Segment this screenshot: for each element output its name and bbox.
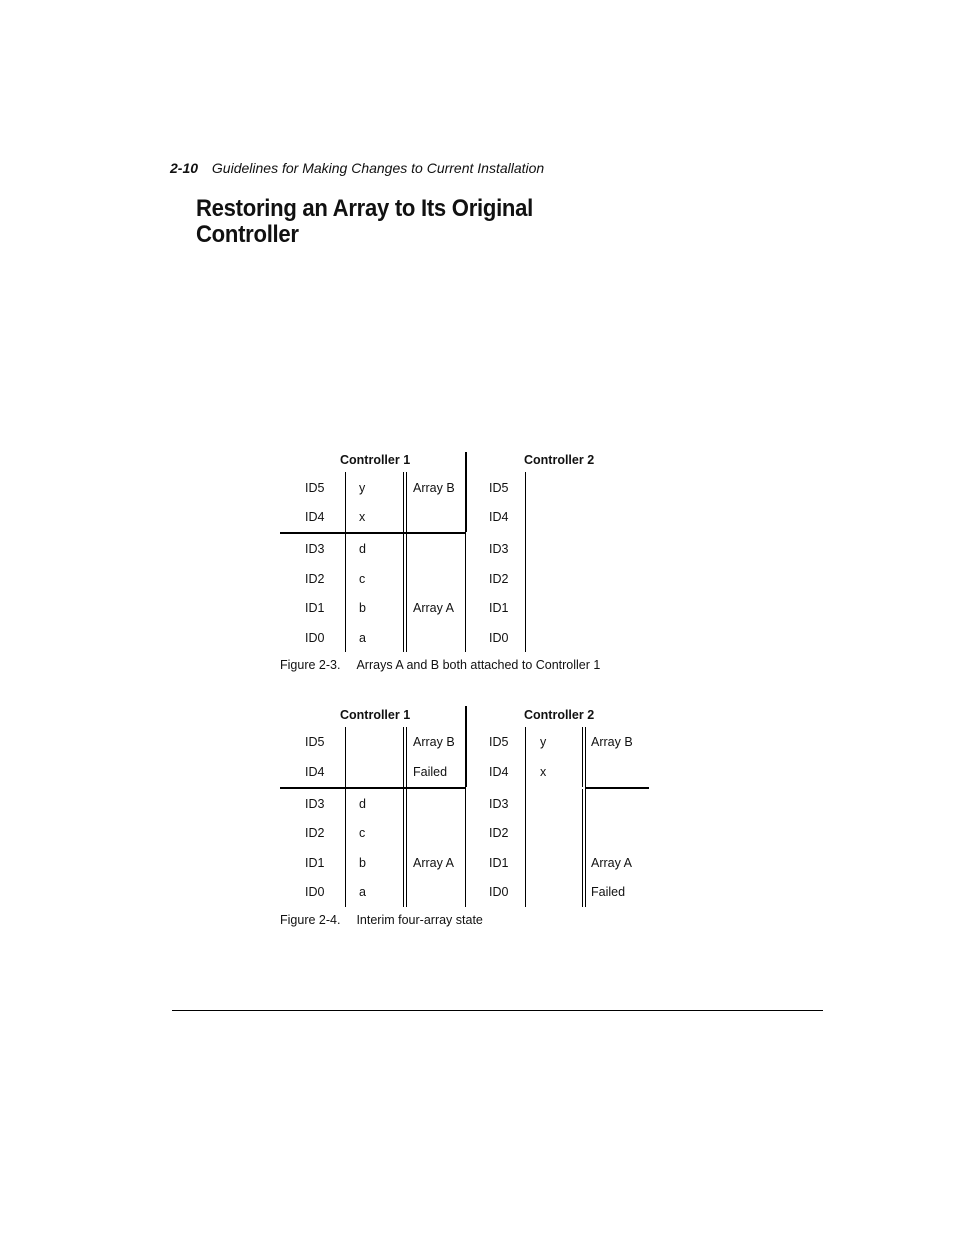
controller1-label: Controller 1 [340, 453, 411, 467]
column-divider [525, 727, 526, 907]
array-label: Array B [413, 735, 455, 749]
id-label: ID4 [489, 765, 509, 779]
id-label: ID1 [489, 856, 509, 870]
id-label: ID5 [489, 735, 509, 749]
id-label: ID4 [489, 510, 509, 524]
id-label: ID0 [489, 631, 509, 645]
section-title [196, 196, 533, 248]
controller-divider [465, 452, 467, 532]
column-divider [406, 727, 407, 787]
array-label: Array B [591, 735, 633, 749]
id-label: ID1 [489, 601, 509, 615]
array-label: Array A [413, 856, 454, 870]
column-divider [403, 789, 404, 907]
column-divider [403, 727, 404, 787]
controller-divider [465, 534, 466, 652]
id-label: ID5 [489, 481, 509, 495]
column-divider [406, 534, 407, 652]
drive-label: c [359, 826, 366, 840]
id-label: ID0 [305, 631, 325, 645]
drive-label: x [359, 510, 366, 524]
controller-divider [465, 706, 467, 787]
figure-caption [280, 658, 600, 672]
running-header [170, 160, 544, 176]
array-label: Array B [413, 481, 455, 495]
drive-label: y [540, 735, 547, 749]
array-label: Array A [591, 856, 632, 870]
array-status: Failed [413, 765, 448, 779]
id-label: ID2 [489, 826, 509, 840]
controller2-label: Controller 2 [524, 453, 595, 467]
running-title: Guidelines for Making Changes to Current Installation [211, 160, 545, 176]
id-label: ID3 [305, 797, 325, 811]
id-label: ID4 [305, 510, 325, 524]
drive-label: a [359, 631, 366, 645]
drive-label: a [359, 885, 366, 899]
column-divider [525, 472, 526, 652]
id-label: ID2 [489, 572, 509, 586]
controller2-label: Controller 2 [524, 708, 595, 722]
column-divider [403, 534, 404, 652]
array-separator [280, 532, 466, 534]
id-label: ID1 [305, 856, 325, 870]
column-divider [345, 534, 346, 652]
id-label: ID1 [305, 601, 325, 615]
id-label: ID2 [305, 572, 325, 586]
column-divider [345, 472, 346, 532]
section-title-line2: Controller [196, 221, 299, 248]
array-separator [585, 787, 649, 789]
array-label: Array A [413, 601, 454, 615]
drive-label: c [359, 572, 366, 586]
id-label: ID5 [305, 735, 325, 749]
drive-label: x [540, 765, 547, 779]
array-separator [280, 787, 466, 789]
caption-number: Figure 2-3. [280, 658, 341, 672]
id-label: ID2 [305, 826, 325, 840]
footer-rule [172, 1010, 823, 1011]
column-divider [406, 472, 407, 532]
column-divider [585, 789, 586, 907]
controller-divider [465, 789, 466, 907]
drive-label: b [359, 856, 366, 870]
caption-text: Interim four-array state [356, 913, 483, 927]
caption-text: Arrays A and B both attached to Controller 1 [356, 658, 601, 672]
column-divider [585, 727, 586, 787]
id-label: ID3 [305, 542, 325, 556]
id-label: ID0 [305, 885, 325, 899]
section-title-line1: Restoring an Array to Its Original [196, 195, 534, 222]
caption-number: Figure 2-4. [280, 913, 341, 927]
page-number: 2-10 [170, 160, 199, 176]
drive-label: d [359, 542, 366, 556]
array-status: Failed [591, 885, 626, 899]
drive-label: b [359, 601, 366, 615]
drive-label: y [359, 481, 366, 495]
column-divider [345, 727, 346, 787]
figure-caption [280, 913, 483, 927]
id-label: ID4 [305, 765, 325, 779]
id-label: ID5 [305, 481, 325, 495]
id-label: ID3 [489, 542, 509, 556]
column-divider [403, 472, 404, 532]
column-divider [582, 727, 583, 787]
id-label: ID0 [489, 885, 509, 899]
drive-label: d [359, 797, 366, 811]
id-label: ID3 [489, 797, 509, 811]
column-divider [345, 789, 346, 907]
controller1-label: Controller 1 [340, 708, 411, 722]
column-divider [582, 789, 583, 907]
column-divider [406, 789, 407, 907]
